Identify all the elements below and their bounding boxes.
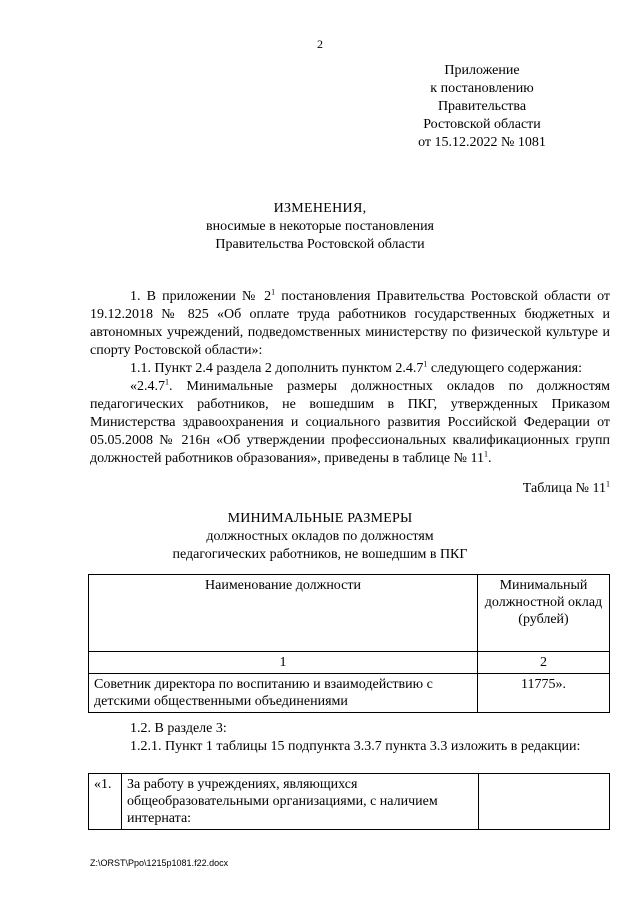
- table-title-sub: педагогических работников, не вошедшим в ПКГ: [172, 547, 468, 562]
- file-path: Z:\ORST\Ppo\1215p1081.f22.docx: [90, 858, 229, 868]
- page-number: 2: [317, 37, 323, 51]
- table-label: Таблица № $11^1$: [522, 479, 610, 496]
- salary-table: [88, 574, 610, 713]
- salary-cell: 11775».: [478, 674, 610, 713]
- position-cell: Советник директора по воспитанию и взаимодействию с детскими общественными объединениями: [89, 674, 478, 713]
- paragraph: 1.2.1. Пункт 1 таблицы 15 подпункта 3.3.7 пункта 3.3 изложить в редакции:: [130, 739, 581, 754]
- item-number-cell: «1.: [89, 774, 122, 830]
- table-row: [89, 774, 610, 830]
- appendix-line: Ростовской области: [423, 117, 541, 132]
- section-text: [90, 720, 610, 756]
- document-title: [0, 200, 640, 254]
- appendix-line: к постановлению: [430, 81, 534, 96]
- body-text: [90, 288, 610, 468]
- table-title-main: МИНИМАЛЬНЫЕ РАЗМЕРЫ: [227, 511, 413, 526]
- paragraph: 1.1. Пункт 2.4 раздела 2 дополнить пунктом 2.4.7$^1$ следующего содержания:: [130, 359, 582, 376]
- table-number-row: [89, 652, 610, 674]
- item-text-cell: За работу в учреждениях, являющихся общеобразовательными организациями, с наличием интерната:: [122, 774, 479, 830]
- paragraph: «2.4.7$^1$. Минимальные размеры должностных окладов по должностям педагогических работников, не вошедшим в ПКГ, утвержденных Приказом Министерства здравоохранения и социального развития Российской Федерации от 05.05.2008 № 216н «Об утверждении профессиональных квалификационных групп должностей работников образования», приведены в таблице № $11^1$.: [90, 377, 610, 466]
- table-row: [89, 674, 610, 713]
- number-cell: 1: [89, 652, 478, 674]
- table-title: [0, 510, 640, 564]
- appendix-line: Правительства: [437, 99, 527, 114]
- title-sub: вносимые в некоторые постановления: [205, 219, 434, 234]
- title-sub: Правительства Ростовской области: [215, 237, 425, 252]
- item-value-cell: [479, 774, 610, 830]
- number-cell: 2: [478, 652, 610, 674]
- appendix-header: [382, 62, 582, 152]
- header-cell: Наименование должности: [89, 575, 478, 652]
- appendix-line: от 15.12.2022 № 1081: [418, 135, 546, 150]
- table-title-sub: должностных окладов по должностям: [206, 529, 434, 544]
- header-cell: Минимальный должностной оклад (рублей): [478, 575, 610, 652]
- title-main: ИЗМЕНЕНИЯ,: [273, 201, 367, 216]
- table-header-row: [89, 575, 610, 652]
- paragraph: 1. В приложении № $2^1$ постановления Правительства Ростовской области от 19.12.2018 № 825 «Об оплате труда работников государственных бюджетных и автономных учреждений, подведомственных министерству по физической культуре и спорту Ростовской области»:: [90, 287, 610, 358]
- appendix-line: Приложение: [444, 63, 520, 78]
- paragraph: 1.2. В разделе 3:: [130, 721, 227, 736]
- amendment-table: [88, 773, 610, 830]
